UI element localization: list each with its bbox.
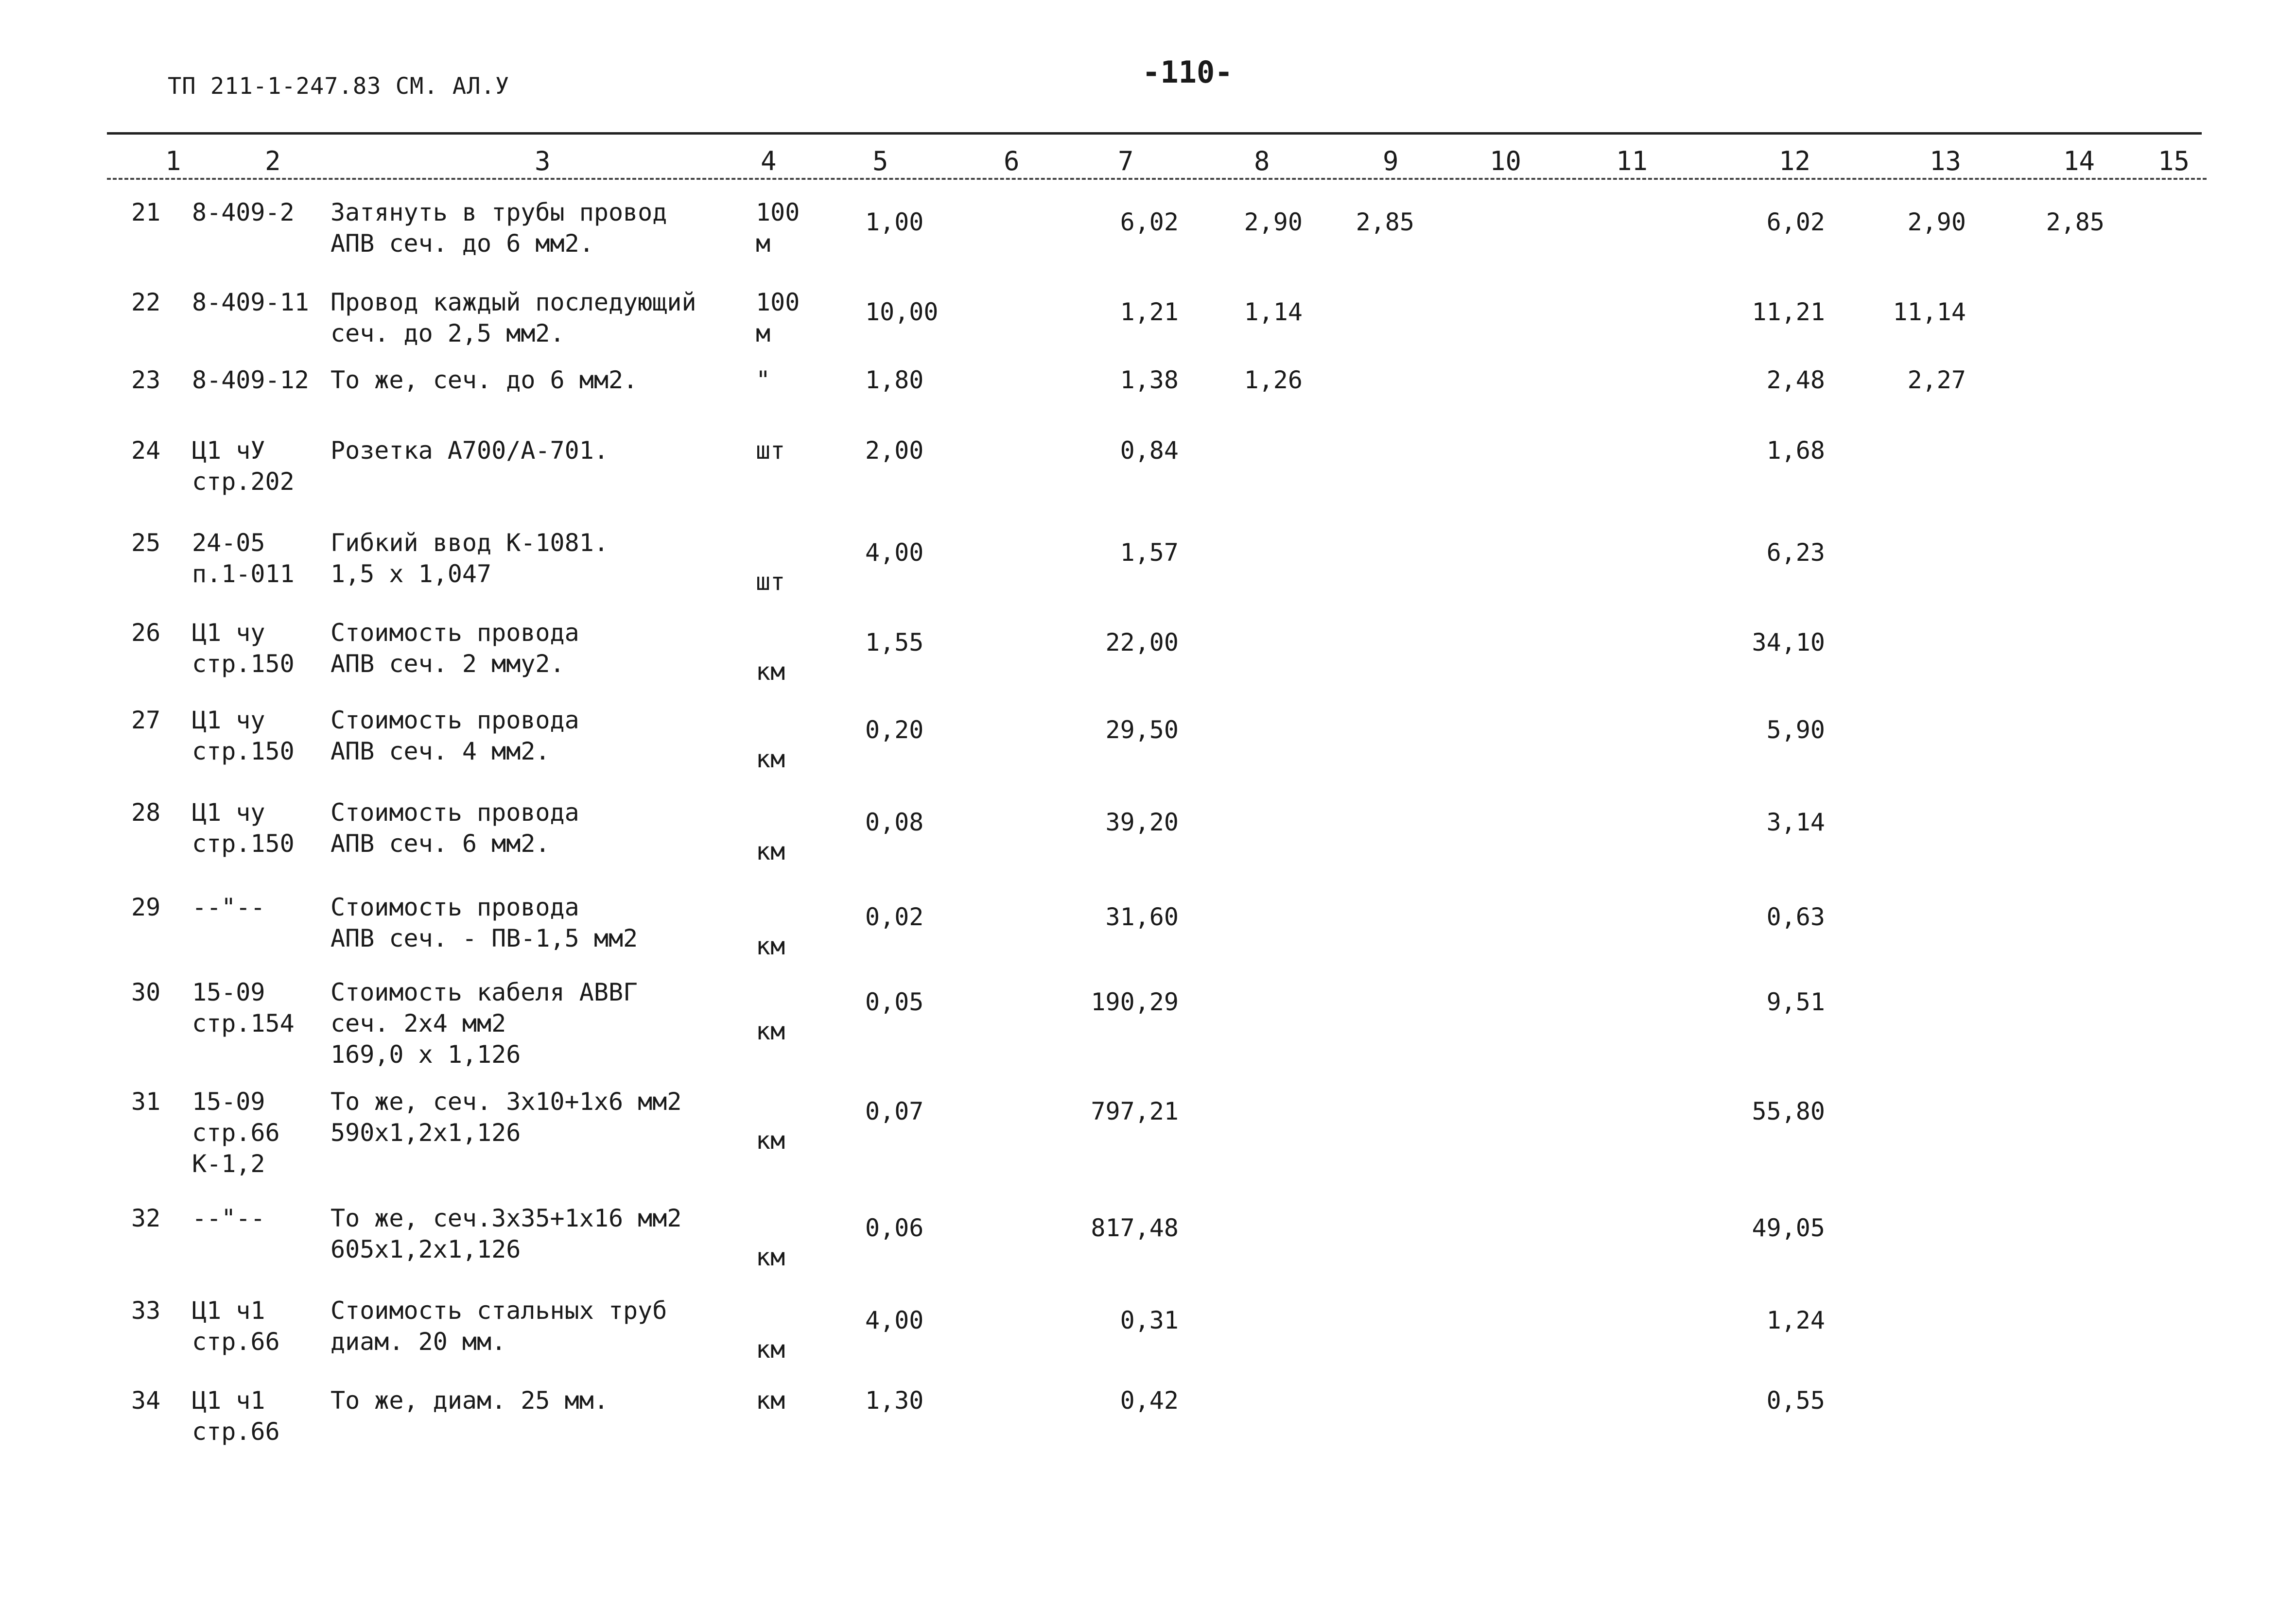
total-cost: 1,24 bbox=[1766, 1306, 1825, 1334]
unit-cost-total: 817,48 bbox=[1091, 1214, 1179, 1242]
total-cost: 5,90 bbox=[1766, 716, 1825, 744]
unit: 100 м bbox=[756, 288, 800, 347]
row-number: 23 bbox=[131, 366, 161, 394]
unit-cost-total: 39,20 bbox=[1105, 808, 1179, 836]
total-wages: 2,90 bbox=[1907, 208, 1966, 236]
unit-cost-total: 29,50 bbox=[1105, 716, 1179, 744]
row-number: 31 bbox=[131, 1088, 161, 1116]
column-number: 1 bbox=[165, 146, 181, 176]
total-cost: 1,68 bbox=[1766, 436, 1825, 465]
quantity: 1,55 bbox=[865, 628, 924, 657]
unit: 100 м bbox=[756, 198, 800, 258]
total-cost: 9,51 bbox=[1766, 988, 1825, 1016]
column-number: 14 bbox=[2063, 146, 2095, 176]
total-cost: 3,14 bbox=[1766, 808, 1825, 836]
unit-cost-total: 1,21 bbox=[1120, 298, 1179, 326]
work-description: Затянуть в трубы провод АПВ сеч. до 6 мм2. bbox=[330, 198, 667, 258]
quantity: 2,00 bbox=[865, 436, 924, 465]
price-code: Ц1 чу стр.150 bbox=[192, 706, 295, 765]
quantity: 0,08 bbox=[865, 808, 924, 836]
total-cost: 49,05 bbox=[1752, 1214, 1825, 1242]
unit: км bbox=[756, 1126, 785, 1155]
total-wages: 2,27 bbox=[1907, 366, 1966, 394]
column-number: 12 bbox=[1779, 146, 1811, 176]
unit: км bbox=[756, 1386, 785, 1415]
quantity: 0,07 bbox=[865, 1097, 924, 1125]
row-number: 33 bbox=[131, 1296, 161, 1325]
table-header-divider bbox=[107, 178, 2207, 180]
price-code: 24-05 п.1-011 bbox=[192, 529, 295, 588]
price-code: 8-409-11 bbox=[192, 288, 309, 316]
work-description: То же, диам. 25 мм. bbox=[330, 1386, 609, 1415]
row-number: 27 bbox=[131, 706, 161, 734]
unit: км bbox=[756, 1017, 785, 1045]
unit-cost-machines: 2,85 bbox=[1356, 208, 1414, 236]
price-code: Ц1 ч1 стр.66 bbox=[192, 1386, 280, 1446]
work-description: То же, сеч. до 6 мм2. bbox=[330, 366, 638, 394]
price-code: 15-09 стр.154 bbox=[192, 978, 295, 1037]
column-number: 11 bbox=[1616, 146, 1648, 176]
quantity: 4,00 bbox=[865, 1306, 924, 1334]
price-code: 15-09 стр.66 К-1,2 bbox=[192, 1088, 280, 1178]
work-description: Стоимость кабеля АВВГ сеч. 2х4 мм2 169,0 х 1,126 bbox=[330, 978, 638, 1069]
column-number: 8 bbox=[1254, 146, 1270, 176]
price-code: --"-- bbox=[192, 893, 265, 921]
column-number: 5 bbox=[872, 146, 888, 176]
unit-cost-wages: 1,26 bbox=[1244, 366, 1303, 394]
column-number: 2 bbox=[265, 146, 281, 176]
work-description: То же, сеч. 3х10+1х6 мм2 590х1,2х1,126 bbox=[330, 1088, 682, 1147]
unit: км bbox=[756, 657, 785, 686]
unit: " bbox=[756, 366, 771, 394]
quantity: 1,80 bbox=[865, 366, 924, 394]
row-number: 30 bbox=[131, 978, 161, 1006]
unit-cost-total: 0,42 bbox=[1120, 1386, 1179, 1415]
work-description: Стоимость стальных труб диам. 20 мм. bbox=[330, 1296, 667, 1356]
column-number: 13 bbox=[1930, 146, 1962, 176]
row-number: 25 bbox=[131, 529, 161, 557]
document-code: ТП 211-1-247.83 СМ. АЛ.У bbox=[168, 73, 510, 100]
column-number: 10 bbox=[1490, 146, 1522, 176]
unit: км bbox=[756, 1335, 785, 1364]
row-number: 26 bbox=[131, 619, 161, 647]
unit: км bbox=[756, 745, 785, 773]
row-number: 21 bbox=[131, 198, 161, 226]
total-cost: 6,02 bbox=[1766, 208, 1825, 236]
total-cost: 0,63 bbox=[1766, 903, 1825, 931]
work-description: Розетка А700/А-701. bbox=[330, 436, 609, 465]
unit-cost-total: 190,29 bbox=[1091, 988, 1179, 1016]
work-description: Стоимость провода АПВ сеч. 2 мму2. bbox=[330, 619, 579, 678]
quantity: 0,05 bbox=[865, 988, 924, 1016]
unit-cost-total: 0,31 bbox=[1120, 1306, 1179, 1334]
quantity: 0,06 bbox=[865, 1214, 924, 1242]
quantity: 1,30 bbox=[865, 1386, 924, 1415]
price-code: Ц1 ч1 стр.66 bbox=[192, 1296, 280, 1356]
total-cost: 11,21 bbox=[1752, 298, 1825, 326]
unit: км bbox=[756, 1243, 785, 1271]
total-wages: 11,14 bbox=[1893, 298, 1966, 326]
column-number: 9 bbox=[1383, 146, 1399, 176]
unit: км bbox=[756, 837, 785, 865]
unit-cost-wages: 2,90 bbox=[1244, 208, 1303, 236]
price-code: 8-409-12 bbox=[192, 366, 309, 394]
column-number: 7 bbox=[1118, 146, 1134, 176]
quantity: 10,00 bbox=[865, 298, 939, 326]
work-description: То же, сеч.3х35+1х16 мм2 605х1,2х1,126 bbox=[330, 1204, 682, 1263]
unit: км bbox=[756, 932, 785, 960]
unit-cost-total: 31,60 bbox=[1105, 903, 1179, 931]
unit: шт bbox=[756, 568, 785, 596]
unit-cost-total: 797,21 bbox=[1091, 1097, 1179, 1125]
total-cost: 6,23 bbox=[1766, 538, 1825, 567]
row-number: 24 bbox=[131, 436, 161, 465]
row-number: 32 bbox=[131, 1204, 161, 1232]
unit-cost-total: 0,84 bbox=[1120, 436, 1179, 465]
price-code: Ц1 чу стр.150 bbox=[192, 619, 295, 678]
quantity: 4,00 bbox=[865, 538, 924, 567]
quantity: 1,00 bbox=[865, 208, 924, 236]
unit-cost-total: 22,00 bbox=[1105, 628, 1179, 657]
total-cost: 0,55 bbox=[1766, 1386, 1825, 1415]
column-number: 6 bbox=[1004, 146, 1020, 176]
row-number: 22 bbox=[131, 288, 161, 316]
total-cost: 34,10 bbox=[1752, 628, 1825, 657]
column-number: 15 bbox=[2158, 146, 2190, 176]
work-description: Стоимость провода АПВ сеч. 4 мм2. bbox=[330, 706, 579, 765]
unit: шт bbox=[756, 436, 785, 465]
work-description: Стоимость провода АПВ сеч. - ПВ-1,5 мм2 bbox=[330, 893, 638, 952]
price-code: Ц1 чу стр.150 bbox=[192, 798, 295, 858]
unit-cost-total: 6,02 bbox=[1120, 208, 1179, 236]
column-number: 3 bbox=[535, 146, 551, 176]
price-code: --"-- bbox=[192, 1204, 265, 1232]
row-number: 29 bbox=[131, 893, 161, 921]
row-number: 34 bbox=[131, 1386, 161, 1415]
quantity: 0,02 bbox=[865, 903, 924, 931]
page-number: -110- bbox=[1142, 54, 1233, 90]
work-description: Стоимость провода АПВ сеч. 6 мм2. bbox=[330, 798, 579, 858]
unit-cost-total: 1,38 bbox=[1120, 366, 1179, 394]
total-machines: 2,85 bbox=[2046, 208, 2105, 236]
unit-cost-wages: 1,14 bbox=[1244, 298, 1303, 326]
total-cost: 2,48 bbox=[1766, 366, 1825, 394]
unit-cost-total: 1,57 bbox=[1120, 538, 1179, 567]
column-number: 4 bbox=[761, 146, 777, 176]
quantity: 0,20 bbox=[865, 716, 924, 744]
work-description: Гибкий ввод К-1081. 1,5 х 1,047 bbox=[330, 529, 609, 588]
row-number: 28 bbox=[131, 798, 161, 827]
table-top-rule bbox=[107, 132, 2202, 135]
work-description: Провод каждый последующий сеч. до 2,5 мм2. bbox=[330, 288, 696, 347]
total-cost: 55,80 bbox=[1752, 1097, 1825, 1125]
price-code: 8-409-2 bbox=[192, 198, 295, 226]
price-code: Ц1 чУ стр.202 bbox=[192, 436, 295, 496]
